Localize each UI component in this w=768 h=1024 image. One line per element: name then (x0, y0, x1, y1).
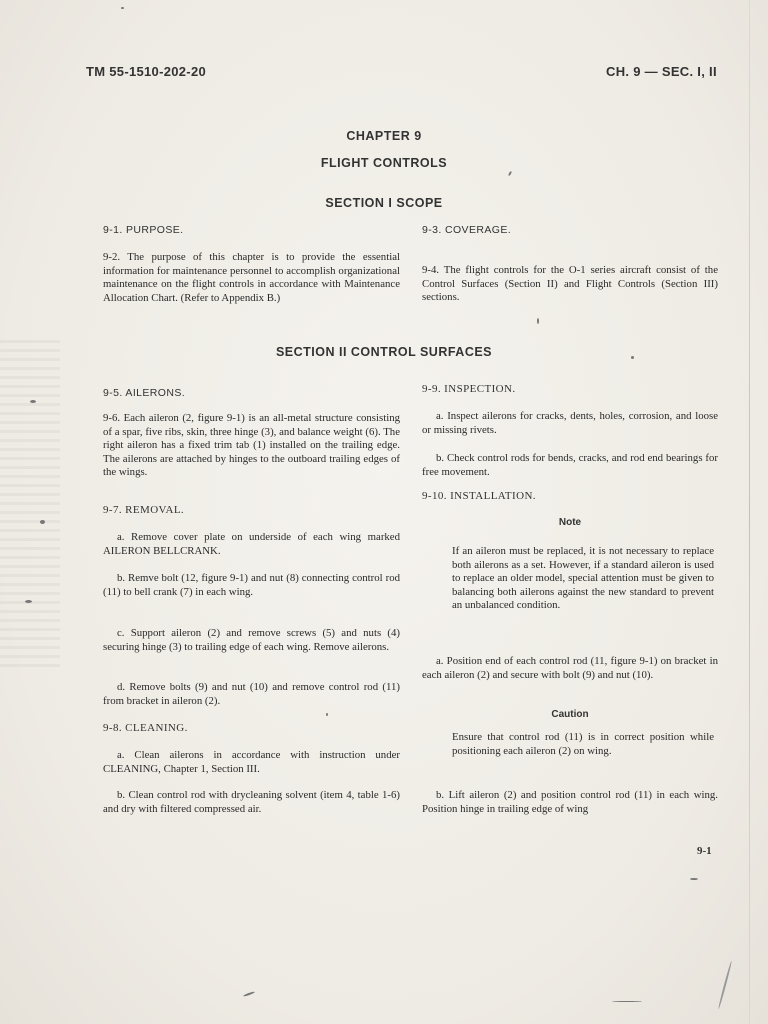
chapter-section-ref: CH. 9 — SEC. I, II (606, 64, 717, 79)
inspection-heading: 9-9. INSPECTION. (422, 383, 516, 395)
cleaning-step-b: b. Clean control rod with drycleaning solvent (item 4, table 1-6) and dry with filtered compressed air. (103, 789, 400, 815)
installation-step-b: b. Lift aileron (2) and position control rod (11) in each wing. Position hinge in trailing edge of wing (422, 789, 718, 815)
doc-number: TM 55-1510-202-20 (86, 64, 206, 79)
installation-step-a: a. Position end of each control rod (11, figure 9-1) on bracket in each aileron (2) and secure with bolt (9) and nut (10). (422, 655, 718, 681)
inspection-step-a: a. Inspect ailerons for cracks, dents, holes, corrosion, and loose or missing rivets. (422, 410, 718, 436)
chapter-name: FLIGHT CONTROLS (320, 156, 448, 170)
scan-speck (25, 600, 32, 603)
scan-speck (690, 878, 698, 880)
scan-speck (40, 520, 45, 524)
scan-speck (326, 713, 328, 716)
inspection-step-b: b. Check control rods for bends, cracks, and rod end bearings for free movement. (422, 452, 718, 478)
coverage-heading: 9-3. COVERAGE. (422, 224, 512, 236)
cleaning-step-a: a. Clean ailerons in accordance with instruction under CLEANING, Chapter 1, Section III. (103, 749, 400, 775)
paragraph-9-6: 9-6. Each aileron (2, figure 9-1) is an all-metal structure consisting of a spar, five ribs, skin, three hinge (3), and balance weight (6). The right aileron has a fixed trim tab (1) installed on the trailing edge. The ailerons are attached by hinges to the outboard trailing edges of the wings. (103, 412, 400, 479)
installation-heading: 9-10. INSTALLATION. (422, 490, 536, 502)
removal-step-c: c. Support aileron (2) and remove screws (5) and nuts (4) securing hinge (3) to trailing edge of each wing. Remove ailerons. (103, 627, 400, 653)
scan-speck (537, 318, 539, 324)
scan-speck (631, 356, 634, 359)
removal-heading: 9-7. REMOVAL. (103, 504, 185, 516)
page-fold-line (749, 0, 750, 1024)
cleaning-heading: 9-8. CLEANING. (103, 722, 188, 734)
removal-step-d: d. Remove bolts (9) and nut (10) and remove control rod (11) from bracket in aileron (2). (103, 681, 400, 707)
caution-label: Caution (551, 709, 589, 720)
removal-step-b: b. Remve bolt (12, figure 9-1) and nut (8) connecting control rod (11) to bell crank (7) in each wing. (103, 572, 400, 598)
removal-step-a: a. Remove cover plate on underside of each wing marked AILERON BELLCRANK. (103, 531, 400, 557)
binding-edge-marks (0, 340, 60, 670)
paragraph-9-4: 9-4. The flight controls for the O-1 series aircraft consist of the Control Surfaces (Section II) and Flight Controls (Section III) sections. (422, 264, 718, 304)
scan-speck (612, 1001, 642, 1002)
paragraph-9-2: 9-2. The purpose of this chapter is to provide the essential information for maintenance personnel to accomplish organizational maintenance on the flight controls in accordance with Maintenance Allocation Chart. (Refer to Appendix B.) (103, 251, 400, 304)
scan-speck (121, 7, 124, 9)
note-text: If an aileron must be replaced, it is not necessary to replace both ailerons as a set. However, if a standard aileron is used to replace an older model, special attention must be given to balancing both ailerons against the new standard to prevent an unbalanced condition. (452, 545, 714, 612)
note-label: Note (558, 517, 582, 528)
scan-speck (30, 400, 36, 403)
chapter-title: CHAPTER 9 (346, 129, 422, 143)
section-one-heading: SECTION I SCOPE (325, 196, 443, 210)
purpose-heading: 9-1. PURPOSE. (103, 224, 184, 236)
page-number: 9-1 (697, 845, 712, 857)
caution-text: Ensure that control rod (11) is in correct position while positioning each aileron (2) on wing. (452, 731, 714, 757)
section-two-heading: SECTION II CONTROL SURFACES (275, 345, 493, 359)
ailerons-heading: 9-5. AILERONS. (103, 387, 186, 399)
